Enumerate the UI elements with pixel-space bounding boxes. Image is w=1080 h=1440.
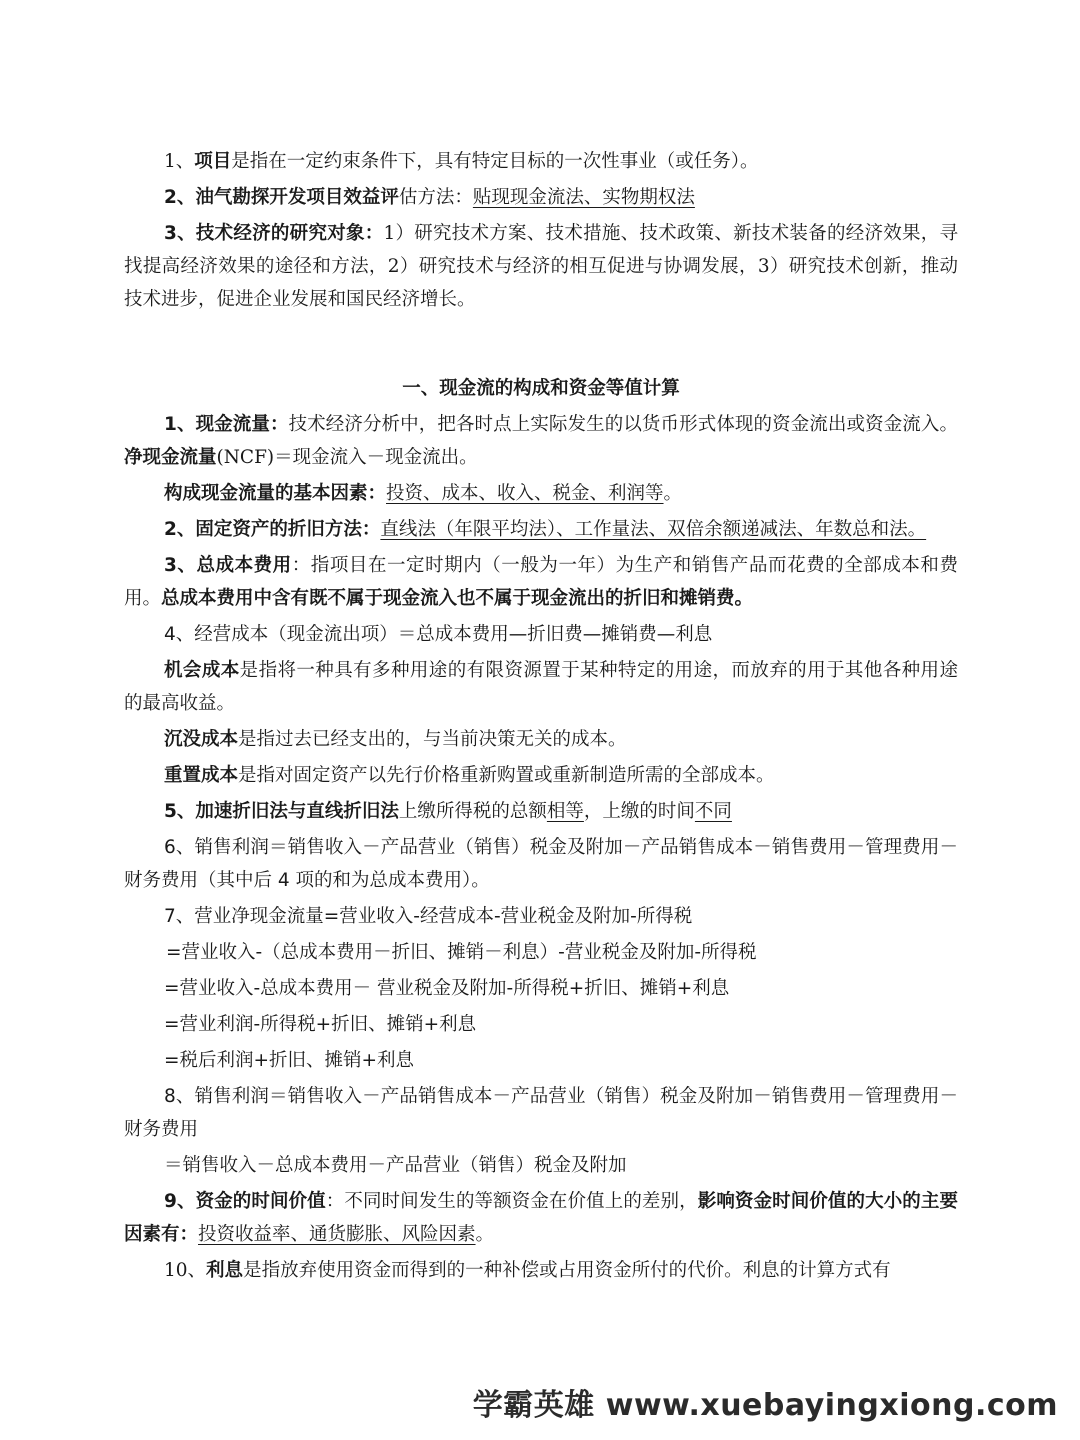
bold-lead: 2、油气勘探开发项目效益评 <box>164 187 399 208</box>
paragraph-sales-profit-1: 6、销售利润＝销售收入－产品营业（销售）税金及附加－产品销售成本－销售费用－管理费用－财务费用（其中后 4 项的和为总成本费用）。 <box>124 837 958 891</box>
paragraph-text: ：指项目在一定时期内（一般为一年）为生产和销售产品而花费的全部成本和费用。 <box>124 555 958 609</box>
paragraph-sales-profit-2: 8、销售利润＝销售收入－产品销售成本－产品营业（销售）税金及附加－销售费用－管理费用－财务费用 <box>124 1086 958 1140</box>
document-body <box>124 145 958 1290</box>
paragraph-cash-flow <box>124 408 958 474</box>
underlined-answer: 直线法（年限平均法）、工作量法、双倍余额递减法、年数总和法。 <box>380 519 927 540</box>
paragraph-depreciation <box>124 513 958 546</box>
bold-sentence: 总成本费用中含有既不属于现金流入也不属于现金流出的折旧和摊销费。 <box>161 588 754 609</box>
punctuation: 。 <box>663 483 683 504</box>
watermark: 学霸英雄 www.xuebayingxiong.com <box>472 1388 1058 1423</box>
paragraph-time-value <box>124 1185 958 1251</box>
formula-text: (NCF)＝现金流入－现金流出。 <box>216 447 478 468</box>
paragraph-accelerated-depreciation <box>124 795 958 828</box>
bold-lead: 1、现金流量： <box>164 414 289 435</box>
underlined-answer: 投资、成本、收入、税金、利润等 <box>386 483 664 504</box>
bold-lead: 9、资金的时间价值 <box>164 1191 326 1212</box>
intro-paragraph-2 <box>124 181 958 214</box>
paragraph-text: 是指将一种具有多种用途的有限资源置于某种特定的用途，而放弃的用于其他各种用途的最高收益。 <box>124 660 958 714</box>
formula-line-3: =营业收入-总成本费用－ 营业税金及附加-所得税+折旧、摊销+利息 <box>164 978 730 999</box>
bold-lead: 5、加速折旧法与直线折旧法 <box>164 801 399 822</box>
bold-lead: 构成现金流量的基本因素： <box>164 483 387 504</box>
underlined-answer: 贴现现金流法、实物期权法 <box>472 187 695 208</box>
bold-term: 净现金流量 <box>124 447 217 468</box>
formula-line-1: 7、营业净现金流量=营业收入-经营成本-营业税金及附加-所得税 <box>164 906 693 927</box>
underlined-answer: 相等 <box>546 801 584 822</box>
section-heading: 一、现金流的构成和资金等值计算 <box>402 378 680 399</box>
paragraph-text: 上缴所得税的总额 <box>398 801 547 822</box>
paragraph-operating-cost: 4、经营成本（现金流出项）＝总成本费用—折旧费—摊销费—利息 <box>164 624 713 645</box>
formula-line-6: ＝销售收入－总成本费用－产品营业（销售）税金及附加 <box>164 1155 627 1176</box>
bold-sentence: 影响资金时间价值的大小的主要因素有： <box>124 1191 958 1245</box>
punctuation: 。 <box>475 1224 495 1245</box>
bold-term: 重置成本 <box>164 765 239 786</box>
formula-line-5: =税后利润+折旧、摊销+利息 <box>164 1050 415 1071</box>
bold-term: 机会成本 <box>164 660 240 681</box>
formula-line-4: =营业利润-所得税+折旧、摊销+利息 <box>164 1014 477 1035</box>
plain-text: 估方法： <box>398 187 473 208</box>
paragraph-text: 是指对固定资产以先行价格重新购置或重新制造所需的全部成本。 <box>238 765 775 786</box>
paragraph-sunk-cost <box>124 723 958 756</box>
bold-term: 利息 <box>206 1260 244 1281</box>
intro-paragraph-1 <box>124 145 958 178</box>
paragraph-text: 技术经济分析中，把各时点上实际发生的以货币形式体现的资金流出或资金流入。 <box>288 414 958 435</box>
paragraph-interest <box>124 1254 958 1287</box>
formula-line-2: =营业收入-（总成本费用－折旧、摊销－利息）-营业税金及附加-所得税 <box>166 942 757 963</box>
paragraph-replacement-cost <box>124 759 958 792</box>
bold-lead: 3、总成本费用 <box>164 555 292 576</box>
paragraph-total-cost <box>124 549 958 615</box>
paragraph-text: 是指过去已经支出的，与当前决策无关的成本。 <box>238 729 627 750</box>
paragraph-text: ，上缴的时间 <box>583 801 695 822</box>
paragraph-text: 是指放弃使用资金而得到的一种补偿或占用资金所付的代价。利息的计算方式有 <box>243 1260 891 1281</box>
paragraph-opportunity-cost <box>124 654 958 720</box>
paragraph-text: ：不同时间发生的等额资金在价值上的差别， <box>325 1191 698 1212</box>
definition-text: 是指在一定约束条件下，具有特定目标的一次性事业（或任务）。 <box>231 151 759 172</box>
item-number: 10、 <box>164 1260 207 1281</box>
paragraph-text: 1）研究技术方案、技术措施、技术政策、新技术装备的经济效果，寻找提高经济效果的途径和方法，2）研究技术与经济的相互促进与协调发展，3）研究技术创新，推动技术进步，促进企业发展和国民经济增长。 <box>124 223 959 310</box>
underlined-answer: 不同 <box>694 801 732 822</box>
paragraph-cash-flow-factors <box>124 477 958 510</box>
intro-paragraph-3 <box>124 217 958 316</box>
bold-lead: 2、固定资产的折旧方法： <box>164 519 381 540</box>
underlined-answer: 投资收益率、通货膨胀、风险因素 <box>198 1224 476 1245</box>
term-project: 项目 <box>194 151 232 172</box>
item-number: 1、 <box>164 151 195 172</box>
bold-lead: 3、技术经济的研究对象： <box>164 223 384 244</box>
bold-term: 沉没成本 <box>164 729 239 750</box>
